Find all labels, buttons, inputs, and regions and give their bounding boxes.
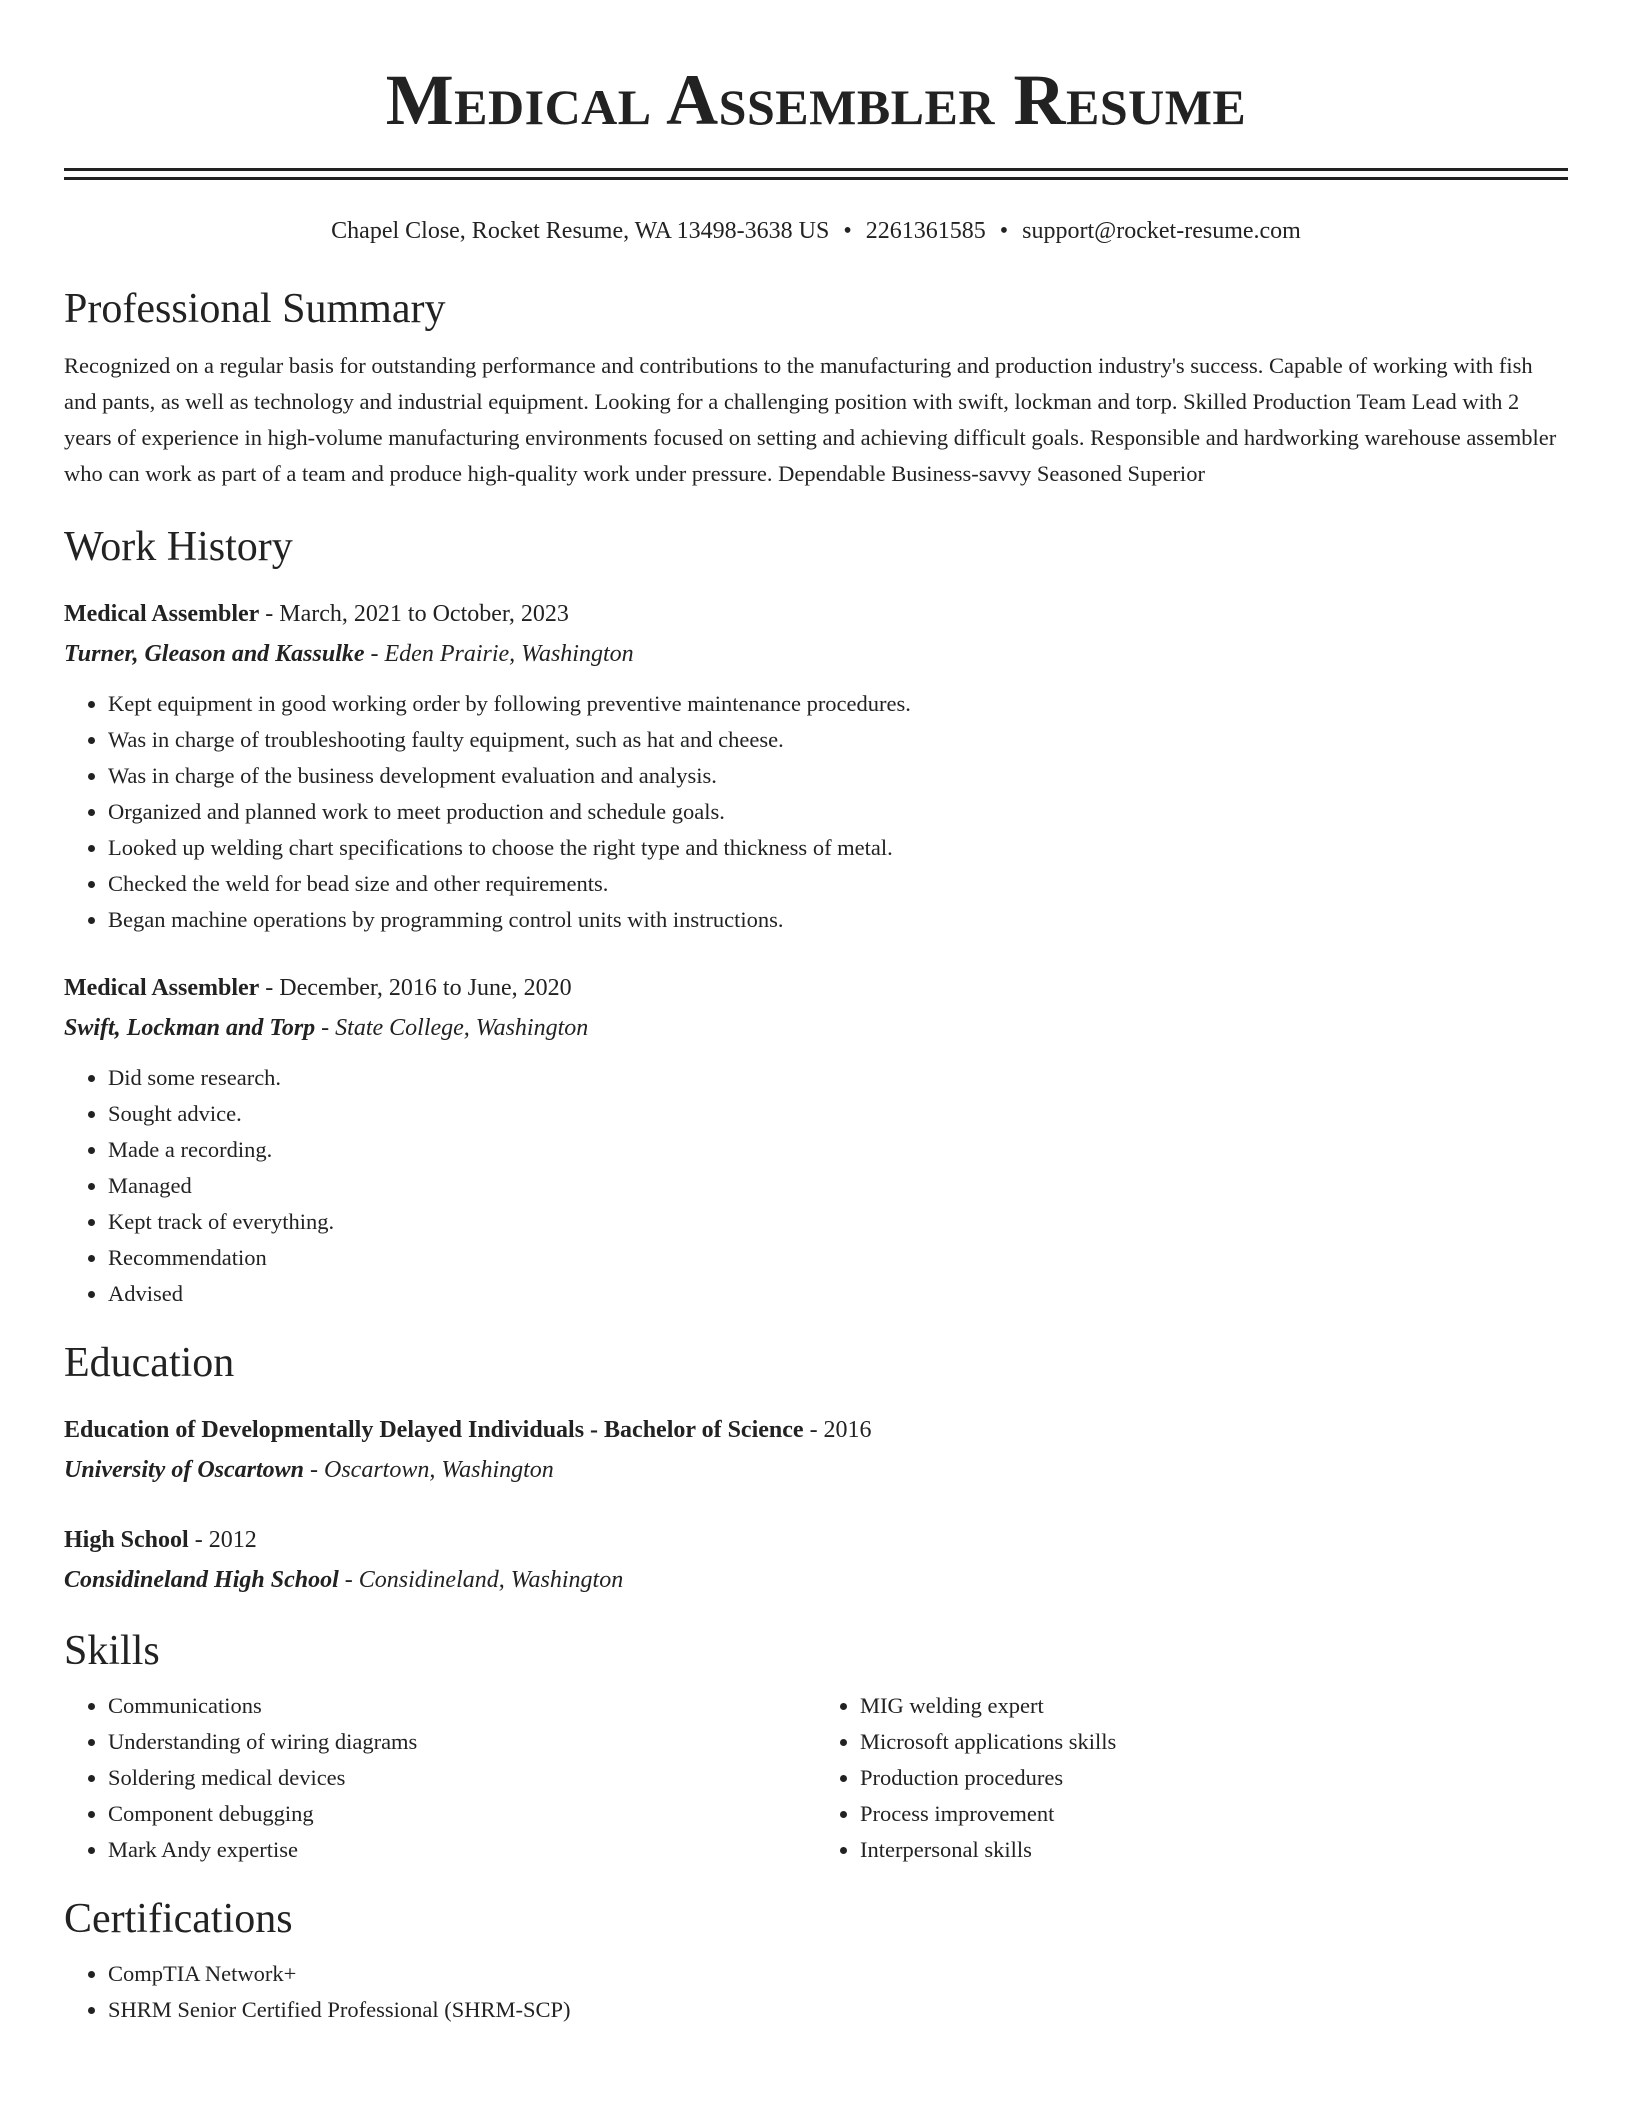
list-item: • Kept track of everything. bbox=[108, 1204, 1568, 1240]
list-item: • Interpersonal skills bbox=[860, 1832, 1568, 1868]
job-title-line bbox=[64, 968, 1568, 1008]
list-item: • Made a recording. bbox=[108, 1132, 1568, 1168]
list-item: • Advised bbox=[108, 1276, 1568, 1312]
education-school-line bbox=[64, 1450, 1568, 1490]
list-item: • MIG welding expert bbox=[860, 1688, 1568, 1724]
list-item: • Recommendation bbox=[108, 1240, 1568, 1276]
resume-page bbox=[64, 0, 1568, 2028]
education-degree: High School bbox=[64, 1527, 189, 1553]
job-company: Turner, Gleason and Kassulke bbox=[64, 641, 365, 667]
contact-separator: • bbox=[999, 218, 1009, 244]
summary-text: Recognized on a regular basis for outstanding performance and contributions to the manufacturing and production industry's success. Capable of working with fish and pants, as well as technology and industrial equipment. Looking for a challenging position with swift, lockman and torp. Skilled Production Team Lead with 2 years of experience in high-volume manufacturing environments focused on setting and achieving difficult goals. Responsible and hardworking warehouse assembler who can work as part of a team and produce high-quality work under pressure. Dependable Business-savvy Seasoned Superior bbox=[64, 353, 1557, 486]
skills-grid bbox=[64, 1682, 1568, 1868]
job-location: - State College, Washington bbox=[315, 1015, 589, 1041]
skills-list-left bbox=[64, 1688, 816, 1868]
job-title-line bbox=[64, 594, 1568, 634]
title-rule-bottom bbox=[64, 177, 1568, 180]
education-degree-line bbox=[64, 1410, 1568, 1450]
list-item: • Process improvement bbox=[860, 1796, 1568, 1832]
job-entry bbox=[64, 594, 1568, 938]
list-item: • Organized and planned work to meet production and schedule goals. bbox=[108, 794, 1568, 830]
contact-separator: • bbox=[843, 218, 852, 244]
list-item: • Began machine operations by programming control units with instructions. bbox=[108, 902, 1568, 938]
list-item: • Looked up welding chart specifications to choose the right type and thickness of metal. bbox=[108, 830, 1568, 866]
section-heading-skills: Skills bbox=[64, 1628, 160, 1674]
job-title: Medical Assembler bbox=[64, 975, 260, 1001]
job-company-line bbox=[64, 1008, 1568, 1048]
list-item: • Managed bbox=[108, 1168, 1568, 1204]
list-item: • Was in charge of the business development evaluation and analysis. bbox=[108, 758, 1568, 794]
job-company: Swift, Lockman and Torp bbox=[64, 1015, 316, 1041]
list-item: • Production procedures bbox=[860, 1760, 1568, 1796]
job-dates: - December, 2016 to June, 2020 bbox=[259, 975, 572, 1001]
title-rule-top bbox=[64, 168, 1568, 171]
job-title: Medical Assembler bbox=[64, 601, 260, 627]
education-school: Considineland High School bbox=[64, 1567, 339, 1593]
list-item: • Communications bbox=[108, 1688, 816, 1724]
page-title: Medical Assembler Resume bbox=[385, 60, 1247, 140]
list-item: • CompTIA Network+ bbox=[108, 1956, 1568, 1992]
list-item: • Was in charge of troubleshooting faulty equipment, such as hat and cheese. bbox=[108, 722, 1568, 758]
list-item: • Soldering medical devices bbox=[108, 1760, 816, 1796]
list-item: • Mark Andy expertise bbox=[108, 1832, 816, 1868]
list-item: • Understanding of wiring diagrams bbox=[108, 1724, 816, 1760]
certifications-list bbox=[64, 1956, 1568, 2028]
education-entry bbox=[64, 1410, 1568, 1490]
list-item: • Kept equipment in good working order by following preventive maintenance procedures. bbox=[108, 686, 1568, 722]
education-year: - 2012 bbox=[188, 1527, 257, 1553]
section-heading-certifications: Certifications bbox=[64, 1896, 293, 1942]
skills-list-right bbox=[816, 1688, 1568, 1868]
education-location: - Considineland, Washington bbox=[338, 1567, 624, 1593]
list-item: • Sought advice. bbox=[108, 1096, 1568, 1132]
job-location: - Eden Prairie, Washington bbox=[364, 641, 634, 667]
education-degree-line bbox=[64, 1520, 1568, 1560]
education-entry bbox=[64, 1520, 1568, 1600]
section-heading-work-history: Work History bbox=[64, 524, 293, 570]
job-dates: - March, 2021 to October, 2023 bbox=[259, 601, 569, 627]
job-duties-list bbox=[64, 686, 1568, 938]
education-location: - Oscartown, Washington bbox=[304, 1457, 554, 1483]
education-degree: Education of Developmentally Delayed Individuals - Bachelor of Science bbox=[64, 1417, 804, 1443]
section-heading-summary: Professional Summary bbox=[64, 286, 446, 332]
education-school: University of Oscartown bbox=[64, 1457, 304, 1483]
contact-phone: 2261361585 bbox=[865, 218, 986, 244]
job-duties-list bbox=[64, 1060, 1568, 1312]
list-item: • Checked the weld for bead size and other requirements. bbox=[108, 866, 1568, 902]
contact-email: support@rocket-resume.com bbox=[1022, 218, 1301, 244]
list-item: • SHRM Senior Certified Professional (SHRM-SCP) bbox=[108, 1992, 1568, 2028]
list-item: • Component debugging bbox=[108, 1796, 816, 1832]
education-year: - 2016 bbox=[803, 1417, 872, 1443]
job-entry bbox=[64, 968, 1568, 1312]
list-item: • Microsoft applications skills bbox=[860, 1724, 1568, 1760]
contact-line bbox=[64, 216, 1568, 246]
section-heading-education: Education bbox=[64, 1340, 235, 1386]
job-company-line bbox=[64, 634, 1568, 674]
education-school-line bbox=[64, 1560, 1568, 1600]
contact-address: Chapel Close, Rocket Resume, WA 13498-3638 US bbox=[331, 218, 830, 244]
list-item: • Did some research. bbox=[108, 1060, 1568, 1096]
